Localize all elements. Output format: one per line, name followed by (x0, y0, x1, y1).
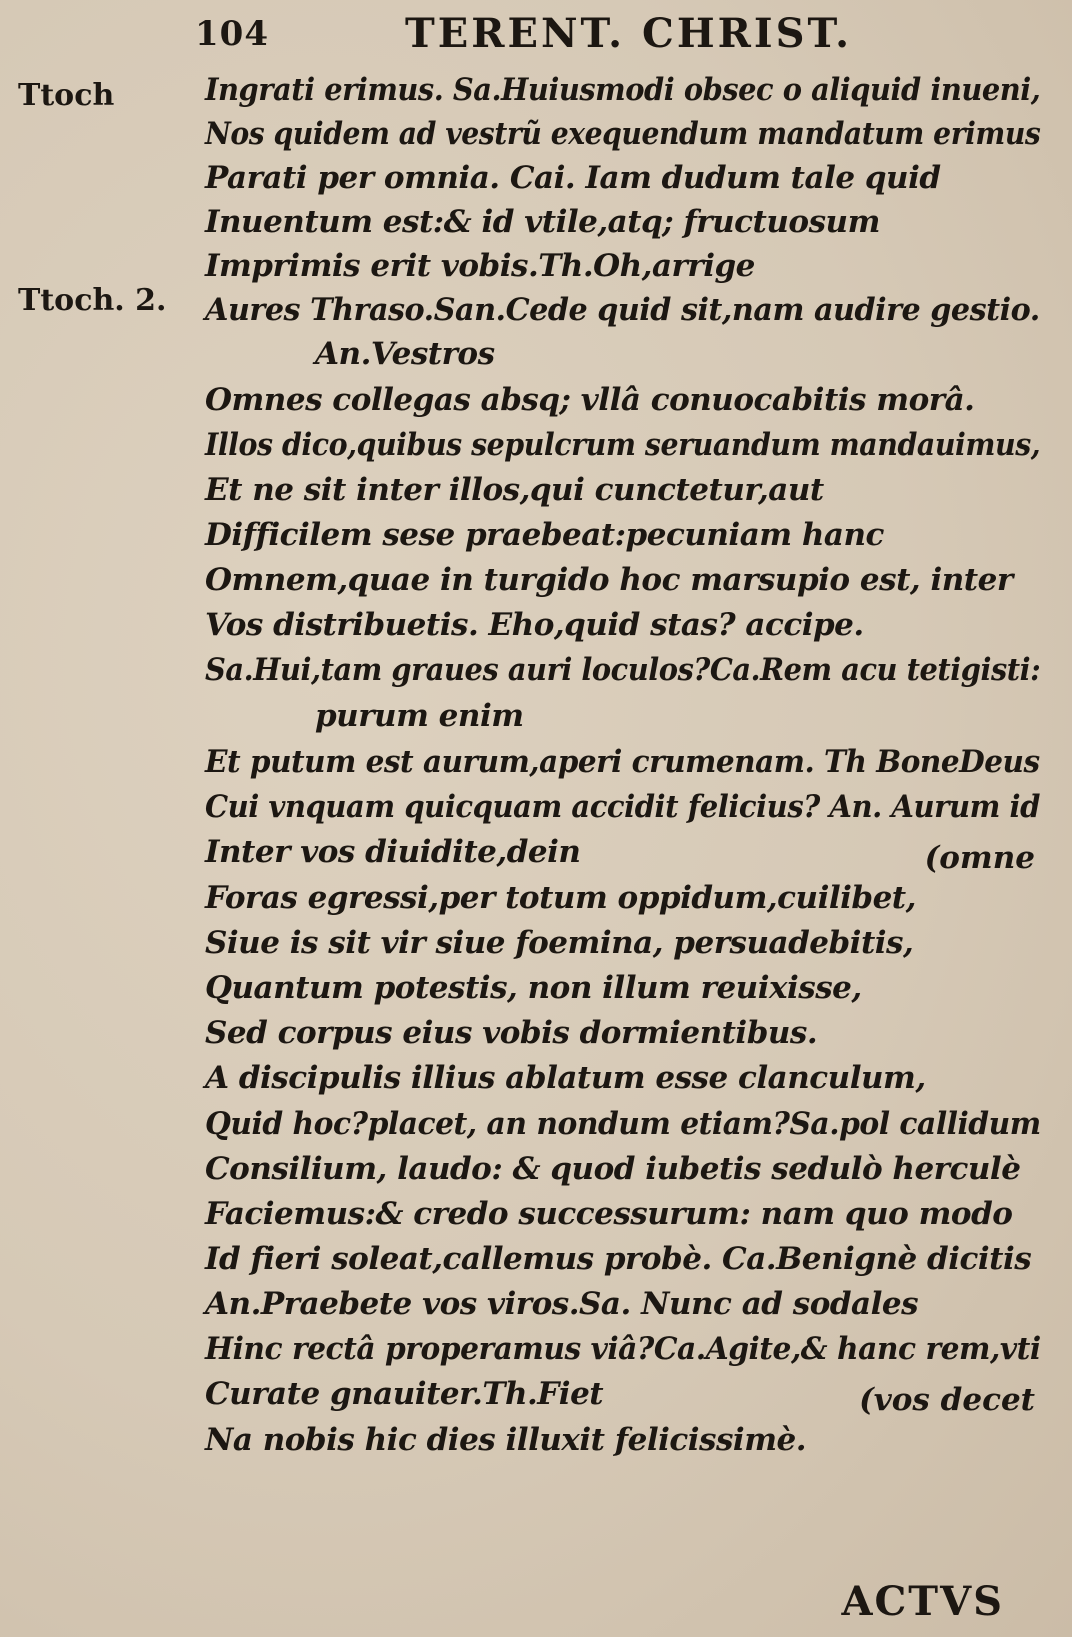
text-line: Ingrati erimus. Sa.Huiusmodi obsec o aliquid inueni, (205, 72, 1041, 108)
text-line: Parati per omnia. Cai. Iam dudum tale quid (205, 160, 941, 196)
page-header (195, 8, 853, 57)
text-line: Nos quidem ad vestrũ exequendum mandatum erimus (205, 116, 1041, 152)
turnover-text: (vos decet (859, 1382, 1035, 1418)
text-line: A discipulis illius ablatum esse clanculum, (205, 1060, 926, 1096)
text-line: Quid hoc?placet, an nondum etiam?Sa.pol callidum (205, 1106, 1041, 1142)
text-line: Imprimis erit vobis.Th.Oh,arrige (205, 248, 755, 284)
text-line: Foras egressi,per totum oppidum,cuilibet, (205, 880, 916, 916)
text-line: Et ne sit inter illos,qui cunctetur,aut (205, 472, 824, 508)
margin-note: Ttoch. 2. (18, 283, 167, 318)
text-line: purum enim (315, 698, 524, 734)
turnover-text: (omne (924, 840, 1035, 876)
text-line: Sed corpus eius vobis dormientibus. (205, 1015, 818, 1051)
text-line: Inuentum est:& id vtile,atq; fructuosum (205, 204, 880, 240)
text-line: Consilium, laudo: & quod iubetis sedulò herculè (205, 1151, 1021, 1187)
text-line: Omnem,quae in turgido hoc marsupio est, inter (205, 562, 1013, 598)
text-line: Omnes collegas absq; vllâ conuocabitis morâ. (205, 382, 975, 418)
text-line: Inter vos diuidite,dein (205, 834, 581, 870)
text-line: Na nobis hic dies illuxit felicissimè. (205, 1422, 807, 1458)
text-line: Difficilem sese praebeat:pecuniam hanc (205, 517, 884, 553)
text-line: Curate gnauiter.Th.Fiet (205, 1376, 604, 1412)
text-line: Siue is sit vir siue foemina, persuadebitis, (205, 925, 914, 961)
text-line: Hinc rectâ properamus viâ?Ca.Agite,& hanc rem,vti (205, 1331, 1041, 1367)
text-line: Faciemus:& credo successurum: nam quo modo (205, 1196, 1013, 1232)
catchword: ACTVS (841, 1578, 1004, 1625)
text-line: Quantum potestis, non illum reuixisse, (205, 970, 862, 1006)
text-line: Cui vnquam quicquam accidit felicius? An. Aurum id (205, 789, 1040, 825)
text-line: Et putum est aurum,aperi crumenam. Th BoneDeus (205, 744, 1040, 780)
text-line: Sa.Hui,tam graues auri loculos?Ca.Rem acu tetigisti: (205, 652, 1041, 688)
margin-note: Ttoch (18, 78, 115, 113)
text-line: Id fieri soleat,callemus probè. Ca.Benignè dicitis (205, 1241, 1032, 1277)
text-line: Vos distribuetis. Eho,quid stas? accipe. (205, 607, 864, 643)
text-line: An.Praebete vos viros.Sa. Nunc ad sodales (205, 1286, 919, 1322)
page-number: 104 (195, 14, 269, 54)
text-line: Illos dico,quibus sepulcrum seruandum mandauimus, (205, 427, 1041, 463)
text-line: Aures Thraso.San.Cede quid sit,nam audire gestio. (205, 292, 1040, 328)
running-title: TERENT. CHRIST. (405, 10, 853, 57)
text-line: An.Vestros (315, 336, 495, 372)
